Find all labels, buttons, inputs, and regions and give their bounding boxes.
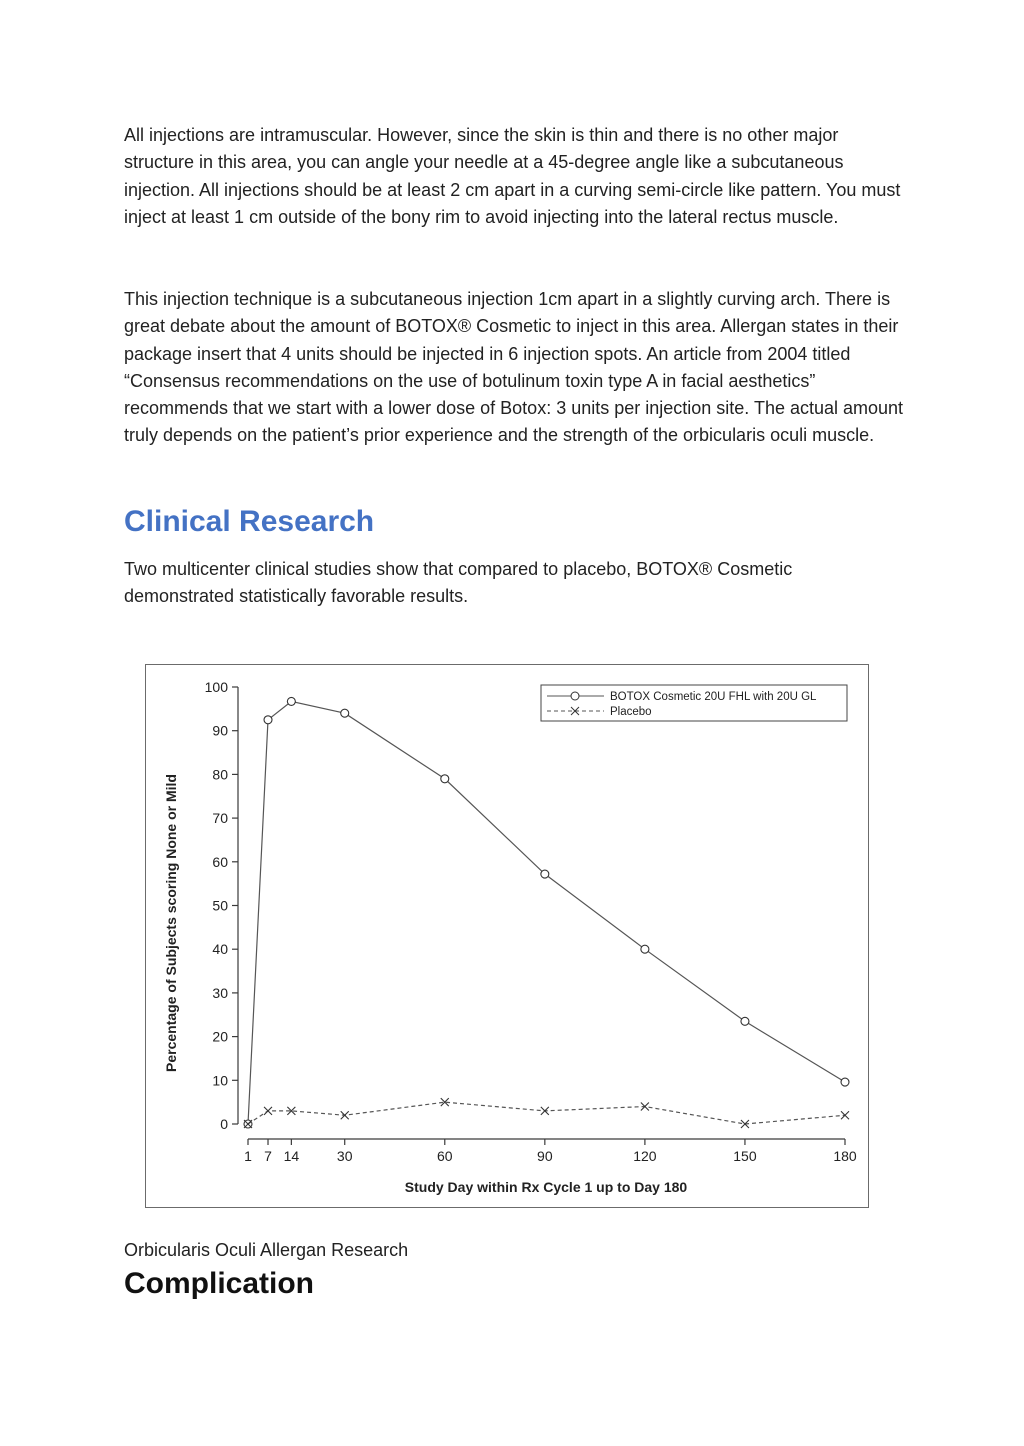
botox-data-point	[741, 1017, 749, 1025]
x-axis-label: Study Day within Rx Cycle 1 up to Day 180	[404, 1179, 688, 1195]
x-tick-label: 90	[537, 1148, 553, 1164]
x-tick-label: 150	[733, 1148, 757, 1164]
y-tick-label: 80	[212, 766, 228, 783]
placebo-data-point	[841, 1111, 849, 1119]
botox-data-point	[841, 1078, 849, 1086]
y-tick-label: 90	[212, 722, 228, 739]
botox-data-point	[641, 945, 649, 953]
legend-circle-marker	[571, 692, 579, 700]
y-tick-label: 100	[204, 679, 228, 695]
y-axis-label: Percentage of Subjects scoring None or Mild	[163, 774, 179, 1072]
x-tick-label: 7	[264, 1148, 272, 1164]
x-tick-label: 14	[283, 1148, 300, 1164]
botox-data-point	[541, 870, 549, 878]
x-tick-label: 1	[244, 1148, 252, 1164]
chart-axes	[205, 679, 857, 1164]
botox-series-line	[248, 701, 845, 1124]
line-chart	[146, 665, 867, 1206]
legend-label: BOTOX Cosmetic 20U FHL with 20U GL	[610, 691, 817, 703]
chart-legend	[541, 685, 847, 721]
botox-data-point	[341, 709, 349, 717]
x-tick-label: 180	[833, 1148, 857, 1164]
chart-series	[244, 697, 849, 1128]
y-tick-label: 70	[212, 810, 228, 827]
y-tick-label: 20	[212, 1028, 228, 1045]
legend-label: Placebo	[610, 706, 652, 718]
complication-heading: Complication	[124, 1267, 315, 1300]
y-tick-label: 30	[212, 984, 228, 1001]
intro-paragraph: All injections are intramuscular. However, since the skin is thin and there is no other major structure in this area, you can angle your needle at a 45-degree angle like a subcutaneous injection. All injections should be at least 2 cm apart in a curving semi-circle like pattern. You must inject at least 1 cm outside of the bony rim to avoid injecting into the lateral rectus muscle.	[124, 125, 901, 227]
placebo-data-point	[264, 1107, 272, 1115]
clinical-research-paragraph: Two multicenter clinical studies show that compared to placebo, BOTOX® Cosmetic demonstrated statistically favorable results.	[124, 559, 793, 607]
y-tick-label: 10	[212, 1072, 228, 1089]
chart-figure	[145, 664, 869, 1208]
x-tick-label: 60	[436, 1148, 453, 1164]
y-tick-label: 50	[212, 897, 228, 914]
botox-data-point	[264, 716, 272, 724]
x-tick-label: 30	[336, 1148, 353, 1164]
botox-data-point	[441, 775, 449, 783]
x-tick-label: 120	[633, 1148, 657, 1164]
botox-data-point	[287, 697, 295, 705]
technique-paragraph: This injection technique is a subcutaneous injection 1cm apart in a slightly curving arch. There is great debate about the amount of BOTOX® Cosmetic to inject in this area. Allergan states in their package insert that 4 units should be injected in 6 injection spots. An article from 2004 titled “Consensus recommendations on the use of botulinum toxin type A in facial aesthetics” recommends that we start with a lower dose of Botox: 3 units per injection site. The actual amount truly depends on the patient’s prior experience and the strength of the orbicularis oculi muscle.	[124, 289, 904, 446]
y-tick-label: 60	[212, 853, 228, 870]
y-tick-label: 0	[220, 1116, 228, 1132]
figure-caption: Orbicularis Oculi Allergan Research	[124, 1240, 409, 1260]
clinical-research-heading: Clinical Research	[124, 505, 375, 538]
y-tick-label: 40	[212, 941, 228, 958]
